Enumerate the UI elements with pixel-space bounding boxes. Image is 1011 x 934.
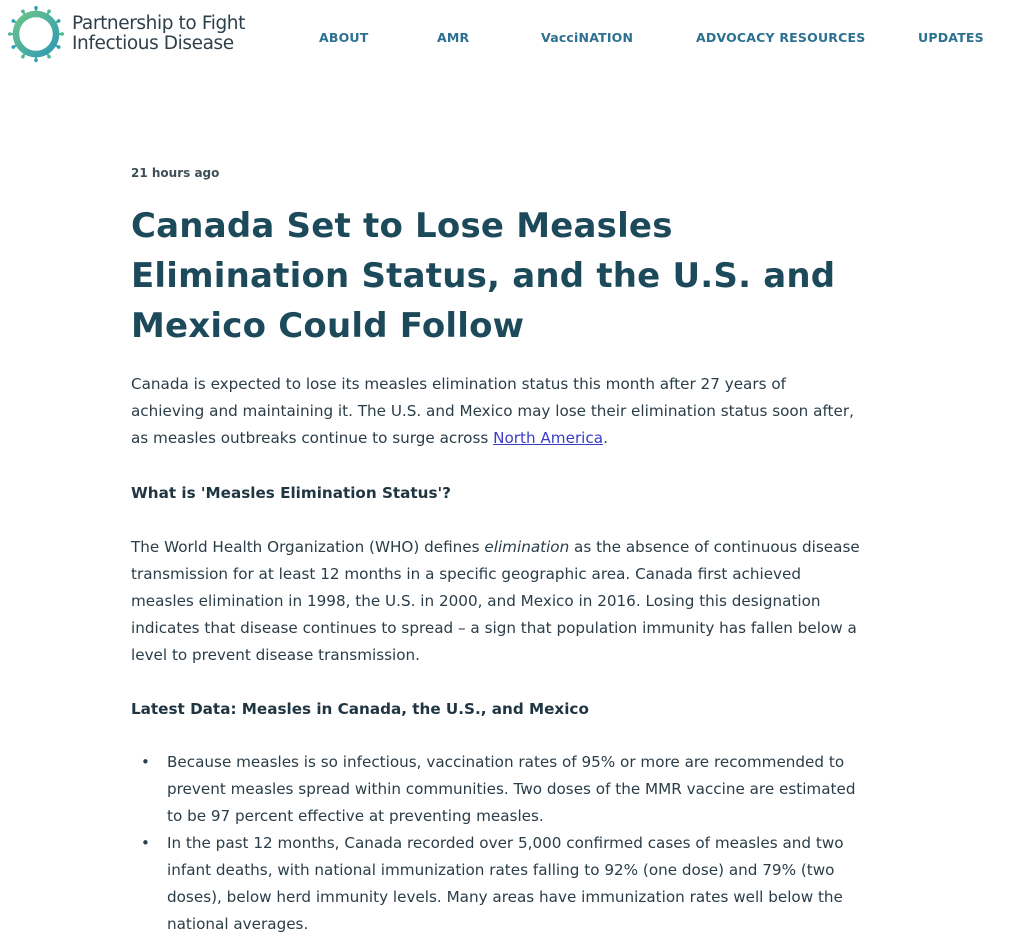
bullet-marker: • [141, 753, 150, 771]
latest-data-list [131, 749, 871, 934]
logo-spike-tip [57, 19, 61, 23]
nav-item-updates[interactable]: UPDATES [918, 30, 984, 45]
north-america-link[interactable]: North America [493, 429, 604, 447]
bullet-marker: • [141, 834, 150, 852]
elimination-body-start: The World Health Organization (WHO) defines [131, 538, 485, 556]
section-heading-latest-data: Latest Data: Measles in Canada, the U.S., and Mexico [131, 700, 589, 718]
nav-item-vaccination[interactable]: VacciNATION [541, 30, 634, 45]
section-elimination-body [131, 534, 861, 669]
logo-spike-tip [21, 55, 25, 59]
site-header [0, 0, 1011, 80]
section-heading-elimination-status: What is 'Measles Elimination Status'? [131, 484, 451, 502]
intro-text-end: . [603, 429, 608, 447]
nav-item-advocacy-resources[interactable]: ADVOCACY RESOURCES [696, 30, 866, 45]
logo-spike-tip [47, 55, 51, 59]
list-item [131, 830, 867, 934]
brand-line-1: Partnership to Fight [72, 13, 245, 34]
article-intro [131, 371, 861, 452]
elimination-emphasis: elimination [484, 538, 570, 556]
list-item-text: In the past 12 months, Canada recorded over 5,000 confirmed cases of measles and two infant deaths, with national immunization rates falling to 92% (one dose) and 79% (two doses), below herd immunity levels. Many areas have immunization rates well below the national averages. [167, 834, 844, 933]
list-item-text: Because measles is so infectious, vaccination rates of 95% or more are recommended to prevent measles spread within communities. Two doses of the MMR vaccine are estimated to be 97 percent effective at preventing measles. [167, 753, 856, 825]
nav-item-amr[interactable]: AMR [437, 30, 470, 45]
elimination-body-end: as the absence of continuous disease transmission for at least 12 months in a specific geographic area. Canada first achieved measles elimination in 1998, the U.S. in 2000, and Mexico in 2016. Losing this designation indicates that disease continues to spread – a sign that population immunity has fallen below a level to prevent disease transmission. [131, 538, 860, 664]
intro-text: Canada is expected to lose its measles elimination status this month after 27 years of achieving and maintaining it. The U.S. and Mexico may lose their elimination status soon after, as measles outbreaks continue to surge across [131, 375, 854, 447]
brand-line-2: Infectious Disease [72, 33, 234, 54]
logo-spike-tip [34, 6, 38, 10]
nav-item-about[interactable]: ABOUT [319, 30, 369, 45]
logo-spike-tip [21, 10, 25, 14]
logo-spike-tip [12, 19, 16, 23]
logo-spike-tip [34, 58, 38, 62]
main-nav [0, 30, 1011, 48]
article-title: Canada Set to Lose Measles Elimination Status, and the U.S. and Mexico Could Follow [131, 206, 836, 346]
logo-spike-tip [47, 10, 51, 14]
article-timestamp: 21 hours ago [131, 166, 220, 180]
list-item [131, 749, 867, 830]
